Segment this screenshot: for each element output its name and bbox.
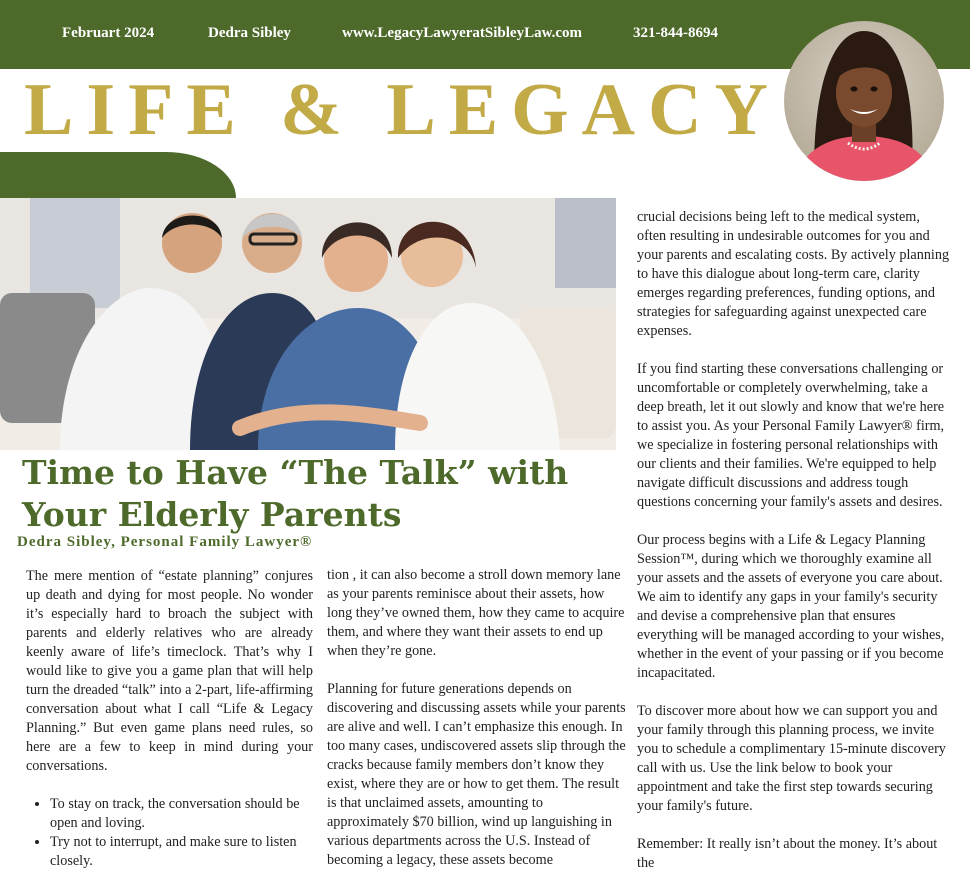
list-item: • To stay on track, the conversation should be open and loving. [50, 795, 313, 833]
paragraph: Planning for future generations depends on discovering and discussing assets while your parents are alive and well. I can’t emphasize this enough. In too many cases, undiscovered assets slip through the cracks because family members don’t know they exist, where they are or how to get them. The result is that unclaimed assets, amounting to approximately $70 billion, wind up languishing in various departments across the U.S. Instead of becoming a legacy, these assets become [327, 681, 626, 868]
paragraph: Our process begins with a Life & Legacy Planning Session™, during which we thoroughly examine all your assets and the assets of everyone you care about. We aim to identify any gaps in your family's security and devise a comprehensive plan that ensures everything will be managed according to your wishes, whether in the event of your passing or if you become incapacitated. [637, 532, 945, 681]
article-column-3 [637, 208, 952, 892]
issue-date: Februart 2024 [62, 25, 155, 41]
article-headline: Time to Have “The Talk” with Your Elderly Parents [22, 453, 569, 534]
author-name: Dedra Sibley [208, 25, 291, 41]
section-tab-decoration [0, 152, 236, 198]
newsletter-masthead: LIFE & LEGACY [24, 69, 781, 151]
article-byline: Dedra Sibley, Personal Family Lawyer® [17, 534, 313, 550]
phone-number[interactable]: 321-844-8694 [633, 25, 718, 41]
paragraph: If you find starting these conversations challenging or uncomfortable or completely overwhelming, take a deep breath, let it out slowly and know that we're here to assist you. As your Personal Family Lawyer® firm, we specialize in fostering personal relationships with our clients and their families. We're equipped to help navigate difficult discussions and address tough questions concerning your family's assets and desires. [637, 361, 945, 510]
paragraph: Remember: It really isn’t about the money. It’s about the [637, 836, 938, 871]
paragraph: To discover more about how we can support you and your family through this planning process, we invite you to schedule a complimentary 15-minute discovery call with us. Use the link below to book your appointment and take the first step towards securing your family's future. [637, 703, 946, 814]
paragraph: crucial decisions being left to the medical system, often resulting in undesirable outcomes for you and your parents and escalating costs. By actively planning to have this dialogue about long-term care, clarity emerges regarding preferences, funding options, and strategies for safeguarding against unexpected care expenses. [637, 209, 950, 339]
article-column-2 [327, 566, 627, 889]
author-portrait-photo [784, 21, 944, 181]
paragraph: The mere mention of “estate planning” conjures up death and dying for most people. No wonder it’s especially hard to broach the subject with parents and elderly relatives who are already keenly aware of life’s timeclock. That’s why I would like to give you a game plan that will help turn the dreaded “talk” into a 2-part, life-affirming conversation about what I call “Life & Legacy Planning.” But even game plans need rules, so here are a few to keep in mind during your conversations. [26, 568, 313, 774]
rules-list [26, 795, 313, 871]
website-link[interactable]: www.LegacyLawyeratSibleyLaw.com [342, 25, 582, 41]
paragraph: tion , it can also become a stroll down memory lane as your parents reminisce about their assets, how long they’ve owned them, how they came to acquire them, and where they want their assets to end up when they’re gone. [327, 567, 625, 659]
article-column-1 [26, 567, 313, 871]
list-item: • Try not to interrupt, and make sure to listen closely. [50, 833, 313, 871]
family-hero-photo [0, 198, 616, 450]
